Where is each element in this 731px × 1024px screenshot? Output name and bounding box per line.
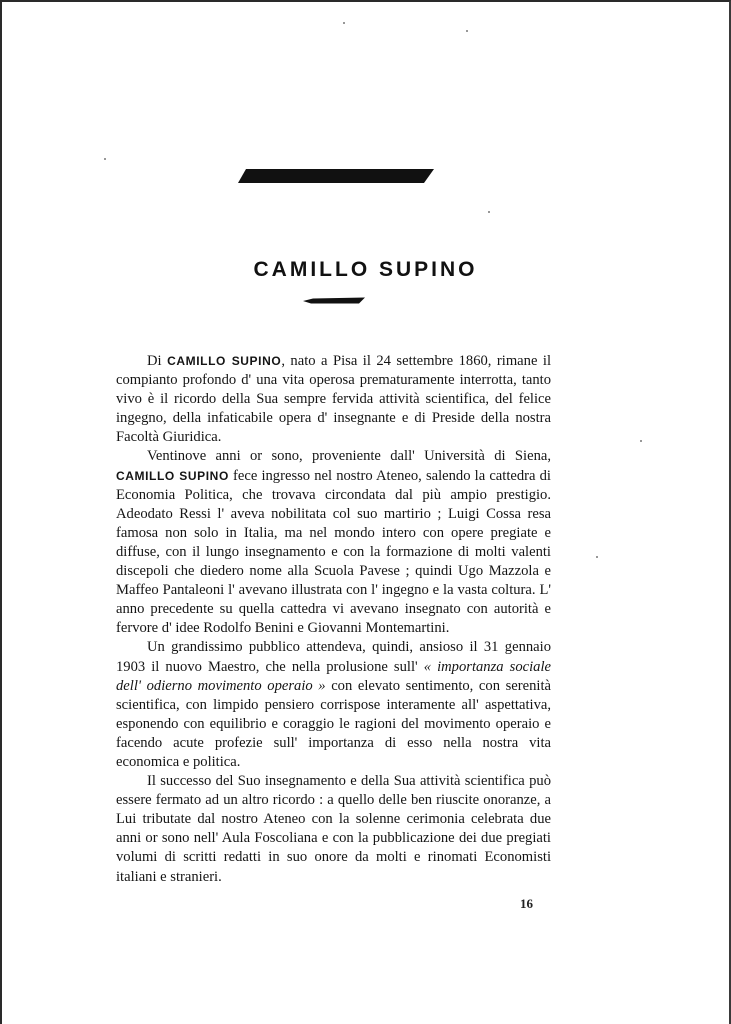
author-name-smallcaps: CAMILLO SUPINO: [116, 468, 229, 483]
title-underline-rule: [303, 297, 365, 305]
author-name-smallcaps: CAMILLO SUPINO: [167, 354, 282, 368]
paragraph-2: [116, 447, 551, 638]
scan-speck: [596, 556, 598, 558]
page-title: CAMILLO SUPINO: [253, 258, 478, 281]
scan-speck: [488, 211, 490, 213]
text-run: Ventinove anni or sono, proveniente dall' Università di Siena,: [147, 448, 551, 465]
scan-speck: [466, 30, 468, 32]
decorative-bar-ornament: [238, 168, 434, 184]
scan-speck: [640, 440, 642, 442]
text-run: Il successo del Suo insegnamento e della Sua attività scientifica può essere fermato ad un altro ricordo : a quello delle ben riuscite onoranze, a Lui tributate dal nostro Ateneo con la solenne cerimonia celebrata due anni or sono nell' Aula Foscoliana e con la pubblicazione dei due pregiati volumi di scritti redatti in suo onore da molti e rinomati Economisti italiani e stranieri.: [116, 773, 551, 885]
body-text: [116, 352, 551, 887]
text-run: , nato a Pisa il 24 settembre 1860, rimane il compianto profondo d' una vita operosa prematuramente interrotta, tanto vivo è il ricordo della Sua sempre fervida attività scientifica, del felice ingegno, della infaticabile opera d' insegnante e di Preside della nostra Facoltà Giuridica.: [116, 353, 552, 446]
scan-speck: [343, 22, 345, 24]
paragraph-4: [116, 772, 551, 887]
text-run: fece ingresso nel nostro Ateneo, salendo la cattedra di Economia Politica, che trovava circondata dal più ampio prestigio. Adeodato Ressi l' aveva nobilitata col suo martirio ; Luigi Cossa resa famosa non solo in Italia, ma nel mondo intero con opere pregiate e diffuse, con il lungo insegnamento e con la formazione di molti valenti discepoli che diedero nome alla Scuola Pavese ; quindi Ugo Mazzola e Maffeo Pantaleoni l' avevano illustrata con l' ingegno e la vasta coltura. L' anno precedente su quella cattedra vi avevano insegnato con autorità e fervore d' idee Rodolfo Benini e Giovanni Montemartini.: [116, 467, 551, 637]
text-run: con elevato sentimento, con serenità scientifica, con limpido pensiero corrispose interamente all' aspettativa, esponendo con equilibrio e coraggio le ragioni del movimento operaio e facendo acute profezie sull' importanza di esso nella nostra vita economica e politica.: [116, 677, 551, 770]
text-run: Un grandissimo pubblico attendeva, quindi, ansioso il 31 gennaio 1903 il nuovo Maestro, che nella prolusione sull': [116, 639, 551, 675]
text-run: Di: [147, 353, 168, 369]
page-number: 16: [520, 896, 533, 911]
paragraph-1: [116, 352, 551, 447]
scan-speck: [104, 158, 106, 160]
quoted-lecture-title: « importanza sociale dell' odierno movimento operaio »: [116, 658, 551, 694]
paragraph-3: [116, 638, 551, 772]
